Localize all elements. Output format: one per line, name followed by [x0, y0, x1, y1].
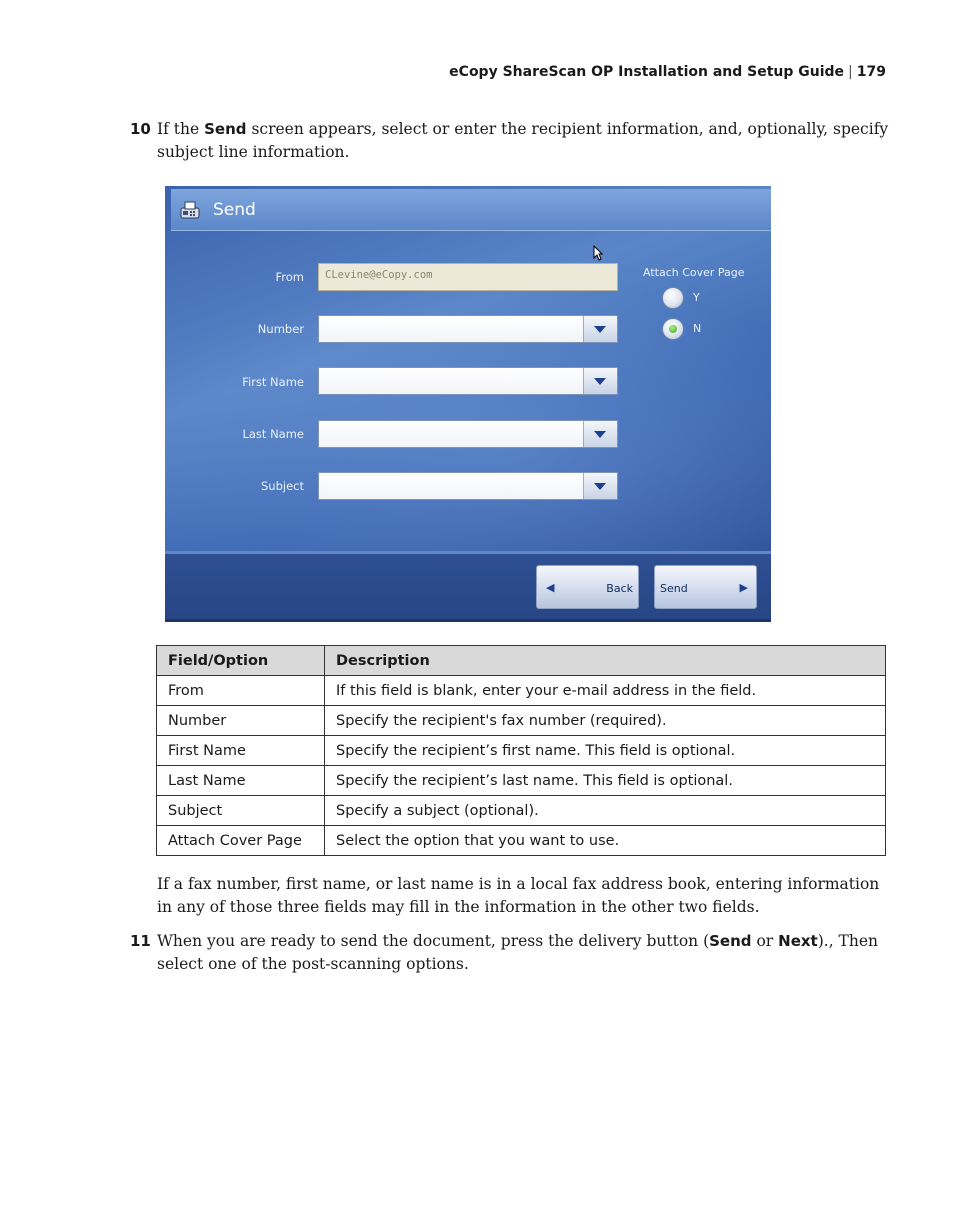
- field-name-cell: Attach Cover Page: [157, 826, 325, 856]
- number-label: Number: [257, 322, 304, 336]
- header-separator: |: [848, 64, 853, 80]
- from-field[interactable]: CLevine@eCopy.com: [318, 263, 618, 291]
- footer-edge: [165, 619, 771, 622]
- chevron-down-icon[interactable]: [583, 368, 617, 394]
- back-button[interactable]: [536, 565, 639, 609]
- arrow-left-icon: ◀: [546, 581, 555, 594]
- cover-page-label: Attach Cover Page: [643, 266, 745, 279]
- mouse-cursor-icon: [593, 245, 603, 261]
- dialog-titlebar: [171, 189, 771, 231]
- table-row: [157, 766, 886, 796]
- step-text-part: )., Then select one of the post-scanning options.: [157, 932, 879, 973]
- chevron-down-icon[interactable]: [583, 421, 617, 447]
- field-name-cell: Subject: [157, 796, 325, 826]
- description-cell: Specify the recipient’s last name. This field is optional.: [325, 766, 886, 796]
- step-number: 11: [130, 932, 151, 950]
- step-bold-term: Next: [778, 932, 818, 950]
- table-row: [157, 706, 886, 736]
- description-cell: If this field is blank, enter your e-mail address in the field.: [325, 676, 886, 706]
- chevron-down-icon[interactable]: [583, 316, 617, 342]
- subject-combobox[interactable]: [318, 472, 618, 500]
- from-label: From: [275, 270, 304, 284]
- step-11: [130, 930, 890, 976]
- last-name-label: Last Name: [242, 427, 304, 441]
- step-text: [157, 930, 890, 976]
- dialog-title: Send: [213, 200, 256, 220]
- number-combobox[interactable]: [318, 315, 618, 343]
- radio-selected-indicator: [669, 325, 677, 333]
- description-cell: Specify the recipient's fax number (required).: [325, 706, 886, 736]
- field-name-cell: First Name: [157, 736, 325, 766]
- cover-page-yes-label: Y: [693, 291, 700, 304]
- step-bold-term: Send: [204, 120, 247, 138]
- table-row: [157, 676, 886, 706]
- first-name-label: First Name: [242, 375, 304, 389]
- fax-icon: [179, 200, 201, 220]
- step-text: [157, 118, 890, 164]
- cover-page-no-radio[interactable]: [662, 318, 684, 340]
- table-row: [157, 796, 886, 826]
- description-cell: Select the option that you want to use.: [325, 826, 886, 856]
- step-text-part: When you are ready to send the document, press the delivery button (: [157, 932, 710, 950]
- chevron-down-icon[interactable]: [583, 473, 617, 499]
- arrow-right-icon: ▶: [739, 581, 748, 594]
- subject-label: Subject: [261, 479, 304, 493]
- running-header: [449, 64, 886, 80]
- column-header: Field/Option: [157, 646, 325, 676]
- step-number: 10: [130, 120, 151, 138]
- guide-title: eCopy ShareScan OP Installation and Setup Guide: [449, 64, 845, 80]
- step-text-part: If the: [157, 120, 205, 138]
- step-text-part: screen appears, select or enter the recipient information, and, optionally, specify subject line information.: [157, 120, 889, 161]
- dialog-footer: [165, 551, 771, 622]
- back-button-label: Back: [606, 582, 633, 595]
- field-name-cell: From: [157, 676, 325, 706]
- step-text-part: or: [751, 932, 779, 950]
- description-cell: Specify the recipient’s first name. This field is optional.: [325, 736, 886, 766]
- page-number: 179: [856, 64, 886, 80]
- step-bold-term: Send: [709, 932, 752, 950]
- send-button[interactable]: [654, 565, 757, 609]
- send-button-label: Send: [660, 582, 688, 595]
- field-name-cell: Number: [157, 706, 325, 736]
- cover-page-yes-radio[interactable]: [662, 287, 684, 309]
- last-name-combobox[interactable]: [318, 420, 618, 448]
- step-10: [130, 118, 890, 164]
- field-name-cell: Last Name: [157, 766, 325, 796]
- description-cell: Specify a subject (optional).: [325, 796, 886, 826]
- field-option-table: [156, 645, 886, 856]
- column-header: Description: [325, 646, 886, 676]
- table-row: [157, 736, 886, 766]
- first-name-combobox[interactable]: [318, 367, 618, 395]
- table-row: [157, 826, 886, 856]
- note-paragraph: If a fax number, first name, or last name is in a local fax address book, entering information in any of those three fields may fill in the information in the other two fields.: [157, 875, 880, 916]
- send-dialog-screenshot: [165, 186, 771, 622]
- cover-page-no-label: N: [693, 322, 702, 335]
- table-header-row: [157, 646, 886, 676]
